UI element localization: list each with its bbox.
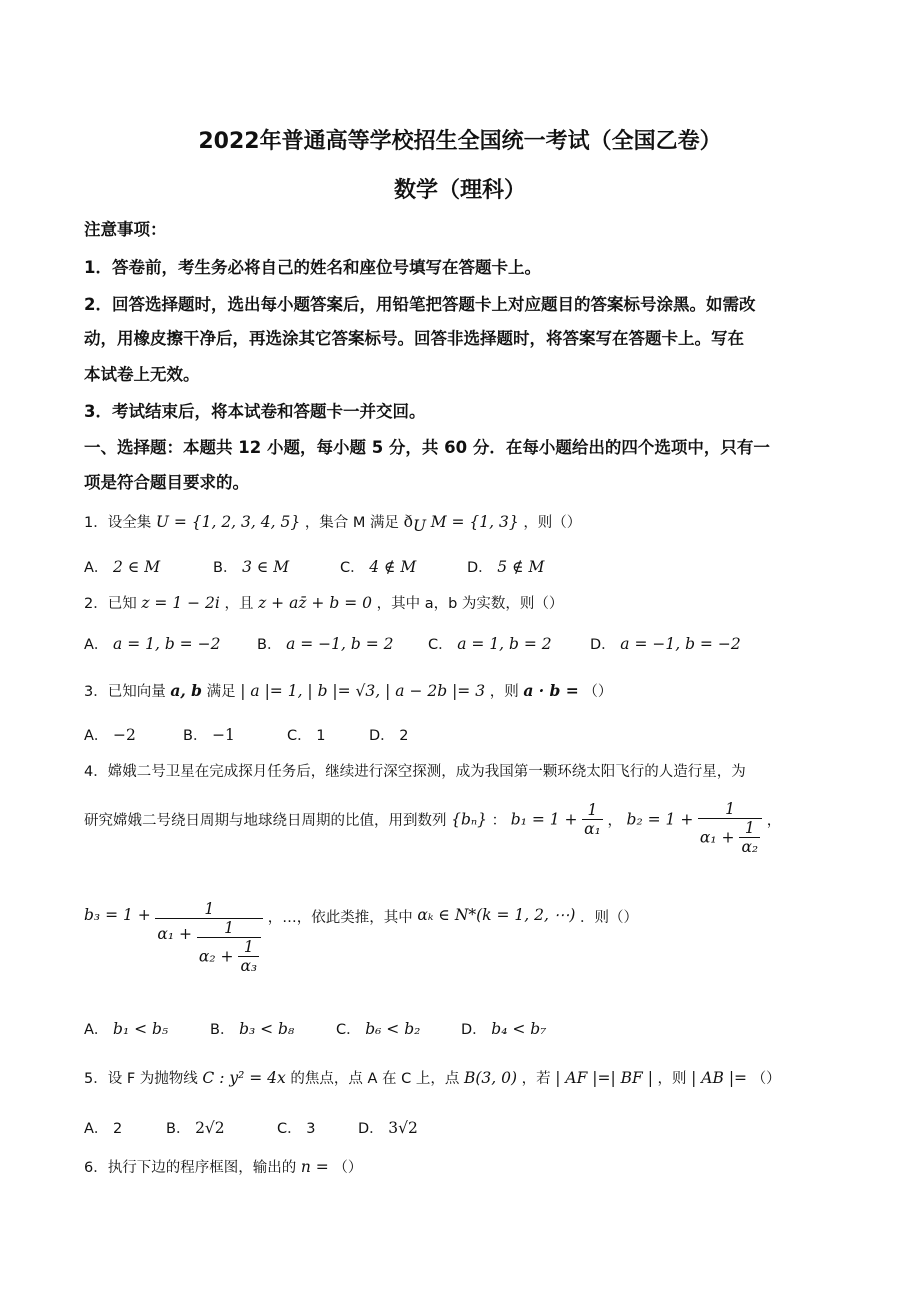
q4-b2-denominator-alpha1: α₁ + [699,828,735,847]
q4-b3-middle-fraction [197,919,261,975]
fraction-numerator: 1 [238,938,259,957]
fraction-numerator: 1 [197,919,261,938]
option-value: a = −1, b = −2 [620,635,741,653]
option-value: 4 ∉ M [369,558,417,576]
q4-option-d [461,1018,546,1039]
option-label: C． [277,1121,302,1137]
option-value: 2√2 [195,1119,225,1137]
q2-option-a [84,633,220,654]
q4-option-b [210,1018,294,1039]
option-label: B． [210,1022,235,1038]
notice-item-1: 1．答卷前，考生务必将自己的姓名和座位号填写在答题卡上。 [84,258,541,277]
q5-option-a [84,1117,122,1138]
notice-heading: 注意事项： [84,220,167,239]
notice-item-2-line-1: 2．回答选择题时，选出每小题答案后，用铅笔把答题卡上对应题目的答案标号涂黑。如需改 [84,295,756,314]
q1-complement-symbol: ð [403,513,413,531]
q4-colon: ： [491,813,507,829]
q1-option-d [467,556,544,577]
notice-item-3: 3．考试结束后，将本试卷和答题卡一并交回。 [84,402,426,421]
fraction-denominator [155,919,263,975]
q2-equation: z + az̄ + b = 0 [258,594,372,612]
option-value: 2 ∈ M [113,558,161,576]
q4-b2-lhs: b₂ = 1 + [626,810,694,829]
q1-option-b [213,556,289,577]
option-label: D． [369,728,395,744]
q1-universal-set: U = {1, 2, 3, 4, 5} [155,513,301,531]
q5-text-d: ，则 [657,1071,687,1087]
option-value: b₄ < b₇ [491,1020,547,1038]
q5-option-b [166,1117,225,1138]
q5-parabola: C : y² = 4x [202,1069,286,1087]
q4-option-a [84,1018,168,1039]
question-2-stem [84,592,563,613]
q4-text-b: ，…，依此类推，其中 [267,910,413,926]
section-heading-line-1: 一、选择题：本题共 12 小题，每小题 5 分，共 60 分．在每小题给出的四个选项中，只有一 [84,438,770,457]
option-value: 3 [306,1121,316,1137]
fraction-numerator: 1 [582,801,603,820]
option-value: b₃ < b₈ [239,1020,295,1038]
option-label: A． [84,637,109,653]
fraction-numerator: 1 [155,900,263,919]
fraction-numerator: 1 [739,819,760,838]
q6-text-a: 6．执行下边的程序框图，输出的 [84,1160,297,1176]
q4-condition: αₖ ∈ N*(k = 1, 2, ⋯) [417,906,576,924]
q5-text-e: （） [751,1071,781,1087]
q4-b1-fraction [582,801,603,838]
q1-text-a: 1．设全集 [84,515,152,531]
q3-text-a: 3．已知向量 [84,684,166,700]
q5-option-c [277,1117,315,1138]
q2-text-a: 2．已知 [84,596,137,612]
option-value: b₁ < b₅ [113,1020,169,1038]
q2-option-c [428,633,552,654]
q3-conditions: | a |= 1, | b |= √3, | a − 2b |= 3 [240,682,486,700]
q1-text-c: ，则（） [523,515,582,531]
option-label: C． [287,728,312,744]
q3-text-c: ，则 [489,684,519,700]
q3-option-c [287,724,325,745]
q5-text-c: ，若 [521,1071,551,1087]
option-label: D． [590,637,616,653]
option-label: B． [183,728,208,744]
option-value: a = 1, b = 2 [457,635,552,653]
option-label: D． [461,1022,487,1038]
q4-option-c [336,1018,420,1039]
q3-text-d: （） [583,684,613,700]
option-label: A． [84,560,109,576]
option-value: 2 [113,1121,123,1137]
q6-n: n = [300,1158,329,1176]
fraction-denominator: α₃ [240,957,258,975]
question-4-line-1: 4．嫦娥二号卫星在完成探月任务后，继续进行深空探测，成为我国第一颗环绕太阳飞行的人造行星，为 [84,764,746,780]
q1-option-c [340,556,416,577]
question-5-stem [84,1067,781,1088]
q4-b3-denominator-alpha1: α₁ + [157,925,192,943]
option-value: b₆ < b₂ [365,1020,421,1038]
q4-sep-2: ， [766,813,782,829]
q4-b3-fraction [155,900,263,975]
question-4-line-3 [84,900,638,975]
option-value: −2 [113,726,136,744]
q5-text-b: 的焦点，点 A 在 C 上，点 [290,1071,460,1087]
q4-sequence: {bₙ} [451,810,488,829]
q4-sep-1: ， [607,813,622,829]
option-label: C． [336,1022,361,1038]
q3-option-a [84,724,136,745]
q5-option-d [358,1117,418,1138]
fraction-denominator [698,819,762,856]
option-value: 3 ∈ M [242,558,290,576]
q2-option-b [257,633,393,654]
q2-option-d [590,633,741,654]
option-label: A． [84,728,109,744]
question-6-stem [84,1156,362,1177]
q3-text-b: 满足 [206,684,236,700]
q3-dot-product: a · b = [523,681,579,700]
q4-b2-fraction [698,800,762,856]
q2-text-c: ，其中 a，b 为实数，则（） [376,596,564,612]
q4-b2-inner-fraction [739,819,760,856]
option-value: 3√2 [388,1119,418,1137]
option-label: A． [84,1121,109,1137]
option-label: A． [84,1022,109,1038]
option-value: −1 [212,726,235,744]
q1-complement-set: M = {1, 3} [430,513,519,531]
option-value: 5 ∉ M [497,558,545,576]
option-label: B． [257,637,282,653]
q4-b1-lhs: b₁ = 1 + [510,810,578,829]
q4-b3-inner-fraction [238,938,259,975]
q6-text-b: （） [333,1160,363,1176]
option-label: D． [358,1121,384,1137]
option-label: C． [428,637,453,653]
q5-ab: | AB |= [691,1069,748,1087]
q2-z-value: z = 1 − 2i [141,594,220,612]
fraction-denominator: α₂ [741,838,759,856]
option-value: 2 [399,728,409,744]
q4-text-c: ．则（） [580,910,639,926]
q4-b3-denominator-alpha2: α₂ + [198,947,234,966]
option-label: C． [340,560,365,576]
q4-b3-lhs: b₃ = 1 + [84,906,151,924]
section-heading-line-2: 项是符合题目要求的。 [84,473,249,492]
exam-title: 2022年普通高等学校招生全国统一考试（全国乙卷） [198,129,722,154]
q1-complement-sub: U [413,516,427,535]
notice-item-2-line-3: 本试卷上无效。 [84,365,200,384]
exam-subtitle: 数学（理科） [393,178,526,203]
option-label: D． [467,560,493,576]
q1-option-a [84,556,160,577]
fraction-denominator [197,938,261,975]
question-3-stem [84,680,612,701]
q3-option-d [369,724,409,745]
q5-condition: | AF |=| BF | [555,1069,653,1087]
q3-vectors: a, b [170,681,203,700]
q2-text-b: ，且 [224,596,254,612]
option-label: B． [166,1121,191,1137]
notice-item-2-line-2: 动，用橡皮擦干净后，再选涂其它答案标号。回答非选择题时，将答案写在答题卡上。写在 [84,329,744,348]
option-value: 1 [316,728,326,744]
option-value: a = 1, b = −2 [113,635,221,653]
fraction-numerator: 1 [698,800,762,819]
question-1-stem [84,511,581,535]
question-4-line-2 [84,800,781,856]
q5-text-a: 5．设 F 为抛物线 [84,1071,198,1087]
option-value: a = −1, b = 2 [286,635,394,653]
fraction-denominator: α₁ [584,820,601,838]
q1-text-b: ，集合 M 满足 [304,515,400,531]
q4-text-a: 研究嫦娥二号绕日周期与地球绕日周期的比值，用到数列 [84,813,447,829]
q3-option-b [183,724,235,745]
option-label: B． [213,560,238,576]
q5-point-b: B(3, 0) [463,1069,518,1087]
